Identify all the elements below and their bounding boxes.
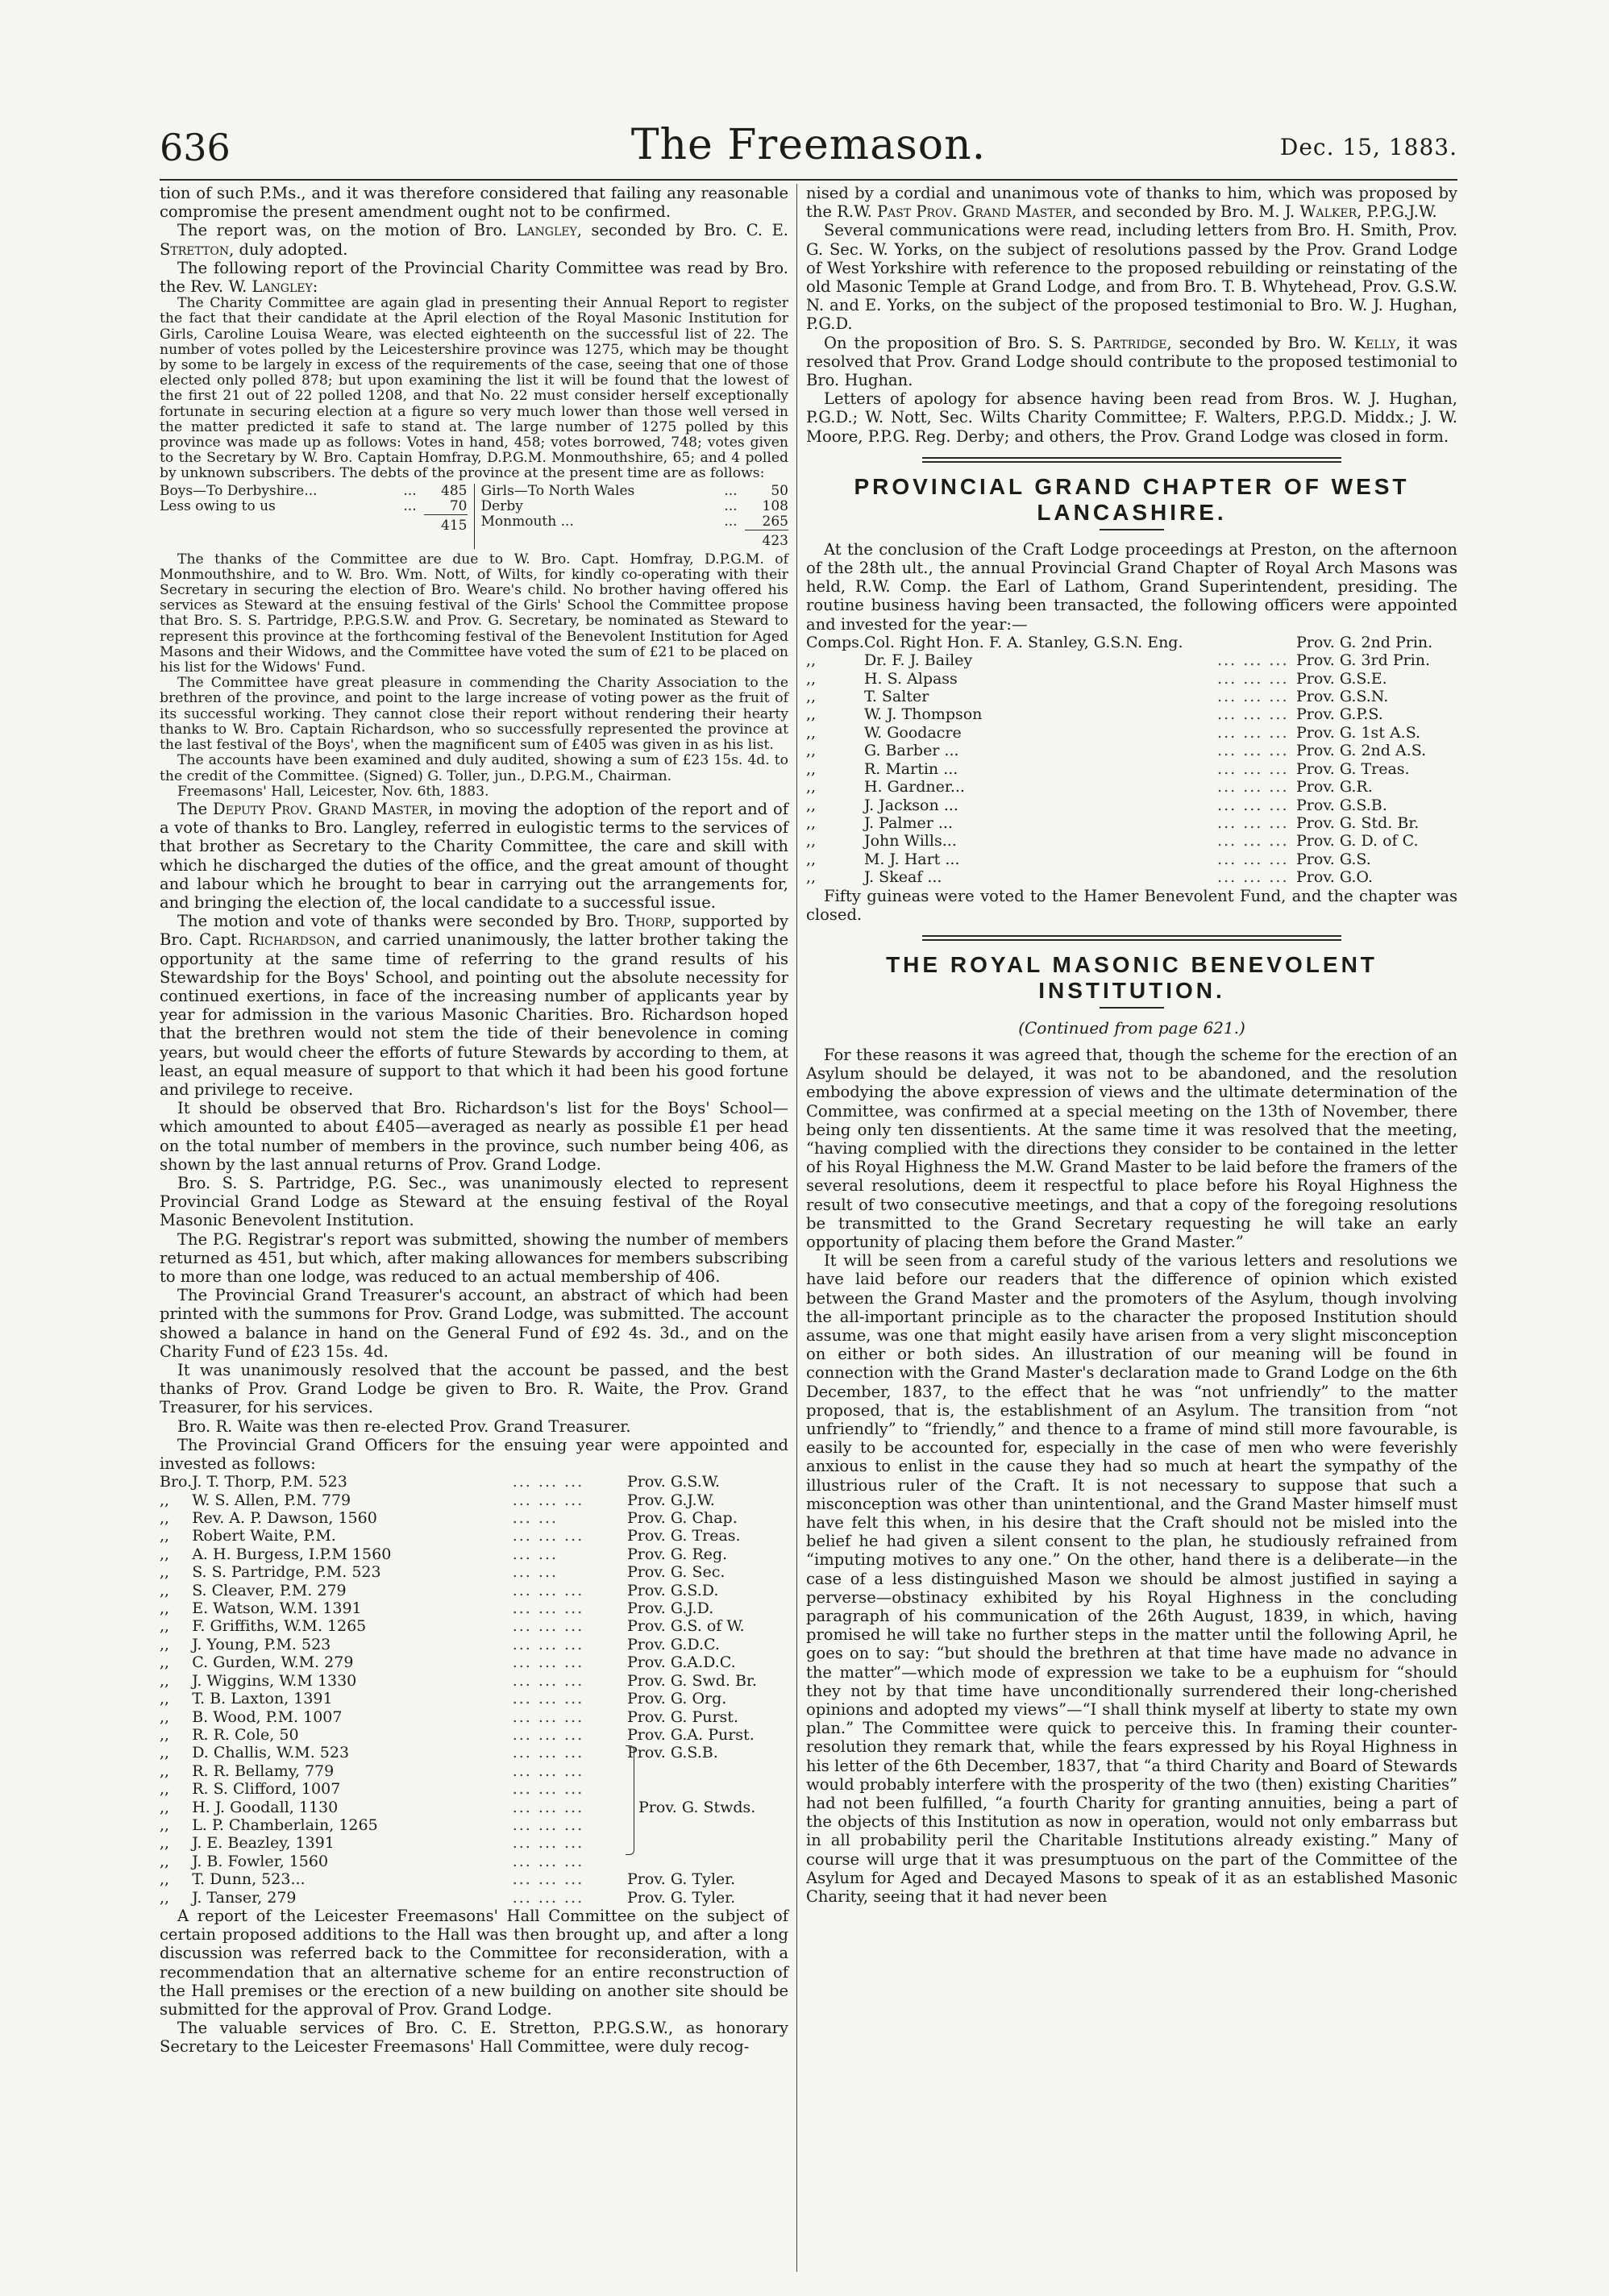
vote-value: 485 (441, 482, 468, 499)
officer-name: D. Challis, W.M. 523 (192, 1744, 350, 1762)
officer-prefix: ,, (806, 796, 817, 814)
officer-prefix: ,, (806, 850, 817, 868)
officer-name: J. Palmer ... (863, 813, 954, 832)
girls-debts (481, 484, 789, 549)
heading-rule (1100, 1007, 1164, 1009)
officer-office: Prov. G.S.N. (1296, 688, 1389, 706)
leader-dots: ... ... (512, 1545, 558, 1563)
officer-name: R. Martin ... (863, 759, 958, 778)
officer-row (160, 1653, 788, 1671)
vote-dots: ... (403, 482, 417, 499)
officer-prefix: ,, (806, 868, 817, 887)
officer-row (160, 1672, 788, 1690)
officer-prefix: ,, (160, 1491, 170, 1509)
officer-row (160, 1636, 788, 1653)
officer-office: Prov. G.J.D. (627, 1599, 714, 1618)
paragraph: Bro. S. S. Partridge, P.G. Sec., was unanimously elected to represent Provincial Grand Lodge as Steward at the ensuing festival of the Royal Masonic Benevolent Institution. (160, 1173, 788, 1230)
heading-rule (1100, 529, 1164, 530)
leader-dots: ... ... ... (512, 1653, 584, 1672)
boys-debts (160, 484, 468, 549)
officer-row (160, 1563, 788, 1581)
officer-office: Prov. G. Purst. (627, 1707, 738, 1726)
officer-name: Robert Waite, P.M. (192, 1527, 336, 1545)
officer-row (160, 1473, 788, 1491)
officer-prefix: ,, (160, 1834, 170, 1853)
officer-row (160, 1708, 788, 1726)
officer-office: Prov. G.S.D. (627, 1581, 719, 1599)
officer-prefix: ,, (160, 1707, 170, 1726)
officer-row (806, 670, 1457, 688)
paragraph: It should be observed that Bro. Richardson's list for the Boys' School—which amounted to about £405—averaged as nearly as possible £1 per head on the total number of members in the province, such number being 406, as shown by the last annual returns of Prov. Grand Lodge. (160, 1099, 788, 1174)
paragraph: The Deputy Prov. Grand Master, in moving the adoption of the report and of a vote of thanks to Bro. Langley, referred in eulogistic terms to the services of that brother as Secretary to the Charity Committee, the care and skill with which he discharged the duties of the office, and the great amount of thought and labour which he brought to bear in carrying out the arrangements for, and bringing the election of, the local candidate to a successful issue. (160, 799, 788, 912)
paragraph: For these reasons it was agreed that, though the scheme for the erection of an Asylum should be delayed, it was not to be abandoned, and the resolution embodying the above expression of views and the ultimate determination of the Committee, was confirmed at a special meeting on the 13th of November, there being only ten dissentients. At the same time it was resolved that the meeting, “having complied with the directions they consider to be contained in the letter of his Royal Highness the M.W. Grand Master to be laid before the framers of the several resolutions, deem it respectful to place before his Royal Highness the result of two consecutive meetings, and that a copy of the foregoing resolutions be transmitted to the Grand Secretary requesting he will take an early opportunity of placing them before the Grand Master.” (806, 1045, 1457, 1251)
left-column (160, 184, 788, 2057)
chapter-officers-list (806, 634, 1457, 887)
leader-dots: ... ... ... (1217, 669, 1289, 688)
officer-prefix: ,, (160, 1581, 170, 1599)
officer-prefix: ,, (806, 742, 817, 760)
officer-name: W. J. Thompson (863, 705, 983, 724)
leader-dots: ... ... ... (1217, 688, 1289, 706)
vote-row (481, 484, 789, 499)
officer-name: W. Goodacre (863, 723, 962, 742)
officer-prefix: Comps. (806, 633, 864, 651)
stewards-office: Prov. G. Stwds. (638, 1798, 756, 1816)
leader-dots: ... ... ... (512, 1725, 584, 1744)
leader-dots: ... ... ... (512, 1744, 584, 1762)
vote-label: Monmouth ... (480, 513, 574, 530)
officer-office: Prov. G.D.C. (627, 1635, 720, 1653)
vote-total-row (160, 514, 468, 534)
officer-prefix: ,, (806, 651, 817, 670)
officer-prefix: ,, (160, 1744, 170, 1762)
vote-total: 415 (424, 514, 468, 534)
report-paragraph: The thanks of the Committee are due to W. Bro. Capt. Homfray, D.P.G.M. of Monmouthshire, and to W. Bro. Wm. Nott, of Wilts, for kindly co-operating with their Secretary in securing the election of Bro. Weare's child. No brother having offered his services as Steward at the ensuing festival of the Girls' School the Committee propose that Bro. S. S. Partridge, P.P.G.S.W. and Prov. G. Secretary, be nominated as Steward to represent this province at the forthcoming festival of the Benevolent Institution for Aged Masons and their Widows, and the Committee have voted the sum of £21 to be placed on his list for the Widows' Fund. (160, 551, 788, 676)
officer-row (806, 778, 1457, 796)
leader-dots: ... ... ... (1217, 850, 1289, 868)
leader-dots: ... ... ... (512, 1617, 584, 1636)
officer-office: Prov. G. 3rd Prin. (1296, 651, 1431, 670)
officer-office: Prov. G.A.D.C. (627, 1653, 736, 1672)
vote-dots: ... (724, 482, 738, 499)
officer-office: Prov. G. Chap. (627, 1509, 738, 1528)
officer-name: Rev. A. P. Dawson, 1560 (192, 1509, 377, 1528)
officer-name: J. Skeaf ... (863, 868, 942, 887)
officer-prefix: ,, (160, 1870, 170, 1889)
leader-dots: ... ... ... (512, 1834, 584, 1853)
leader-dots: ... ... ... (512, 1888, 584, 1907)
officer-row (160, 1853, 788, 1870)
officer-office (627, 1853, 788, 1870)
officer-name: J. E. Beazley, 1391 (192, 1834, 335, 1853)
officer-office: Prov. G.S.B. (627, 1744, 718, 1762)
leader-dots: ... ... ... (512, 1527, 584, 1545)
section-heading: PROVINCIAL GRAND CHAPTER OF WEST LANCASHIRE. (854, 473, 1410, 525)
officer-office: Prov. G.R. (1296, 778, 1373, 797)
officer-name: R. S. Clifford, 1007 (192, 1780, 341, 1799)
officer-row (806, 832, 1457, 850)
masthead-rule (160, 179, 1457, 181)
officer-name: J. Wiggins, W.M 1330 (192, 1671, 357, 1690)
officer-row (806, 851, 1457, 868)
officer-office: Prov. G.O. (1296, 868, 1373, 887)
leader-dots: ... ... ... (512, 1870, 584, 1889)
vote-label: Derby (480, 497, 523, 514)
officer-row (160, 1527, 788, 1545)
vote-value: 50 (771, 482, 788, 499)
paragraph: Several communications were read, including letters from Bro. H. Smith, Prov. G. Sec. W. Yorks, on the subject of resolutions passed by the Prov. Grand Lodge of West Yorkshire with reference to the proposed rebuilding or reinstating of the old Masonic Temple at Grand Lodge, and from Bro. T. B. Whytehead, Prov. G.S.W. N. and E. Yorks, on the subject of the proposed testimonial to Bro. W. J. Hughan, P.G.D. (806, 221, 1457, 334)
officer-prefix: ,, (160, 1888, 170, 1907)
paragraph: The report was, on the motion of Bro. Langley, seconded by Bro. C. E. Stretton, duly adopted. (160, 221, 788, 259)
officer-row (160, 1491, 788, 1509)
officer-prefix: ,, (160, 1690, 170, 1708)
officer-prefix: ,, (160, 1762, 170, 1780)
vote-dots: ... (724, 513, 738, 530)
officer-office: Prov. G.S. (1296, 850, 1371, 868)
leader-dots: ... ... ... (1217, 796, 1289, 814)
officer-name: A. H. Burgess, I.P.M 1560 (192, 1545, 392, 1563)
vote-dots: ... (403, 497, 417, 514)
paragraph: At the conclusion of the Craft Lodge proceedings at Preston, on the afternoon of the 28th ult., the annual Provincial Grand Chapter of Royal Arch Masons was held, R.W. Comp. the Earl of Lathom, Grand Superintendent, presiding. The routine business having been transacted, the following officers were appointed and invested for the year:— (806, 539, 1457, 634)
officer-row (160, 1834, 788, 1852)
leader-dots: ... ... ... (512, 1581, 584, 1599)
officer-row (160, 1744, 788, 1762)
officer-row (160, 1545, 788, 1563)
officer-office: Prov. G.S.E. (1296, 669, 1387, 688)
officer-office (627, 1816, 788, 1834)
officer-office: Prov. G.S. of W. (627, 1617, 745, 1636)
officer-prefix: Bro. (160, 1473, 193, 1491)
officer-prefix: ,, (806, 669, 817, 688)
paragraph: The valuable services of Bro. C. E. Stretton, P.P.G.S.W., as honorary Secretary to the Leicester Freemasons' Hall Committee, were duly recog- (160, 2019, 788, 2057)
officer-office: Prov. G. Reg. (627, 1545, 728, 1563)
officer-row (806, 742, 1457, 759)
officer-office: Prov. G.S.B. (1296, 796, 1387, 814)
leader-dots (1217, 634, 1296, 651)
officer-name: S. S. Partridge, P.M. 523 (192, 1563, 381, 1582)
leader-dots: ... ... ... (1217, 759, 1289, 778)
officer-prefix: ,, (160, 1635, 170, 1653)
leader-dots: ... ... ... (1217, 868, 1289, 887)
leader-dots: ... ... ... (1217, 651, 1289, 670)
officer-prefix: ,, (806, 813, 817, 832)
officer-name: B. Wood, P.M. 1007 (192, 1707, 343, 1726)
officer-office: Prov. G. D. of C. (1296, 832, 1419, 851)
paragraph: A report of the Leicester Freemasons' Hall Committee on the subject of certain proposed additions to the Hall was then brought up, and after a long discussion was referred back to the Committee for reconsideration, with a recommendation that an alternative scheme for an entire reconstruction of the Hall premises or the erection of a new building on another site should be submitted for the approval of Prov. Grand Lodge. (160, 1906, 788, 2019)
officer-prefix: ,, (160, 1780, 170, 1799)
officer-prefix: ,, (806, 705, 817, 724)
provincial-officers-list (160, 1473, 788, 1907)
paragraph: The Provincial Grand Treasurer's account, an abstract of which had been printed with the summons for Prov. Grand Lodge, was submitted. The account showed a balance in hand on the General Fund of £92 4s. 3d., and on the Charity Fund of £23 15s. 4d. (160, 1286, 788, 1361)
vote-dots: ... (724, 497, 738, 514)
paragraph: nised by a cordial and unanimous vote of thanks to him, which was proposed by the R.W. Past Prov. Grand Master, and seconded by Bro. M. J. Walker, P.P.G.J.W. (806, 184, 1457, 222)
officer-row (806, 705, 1457, 723)
officer-office: Prov. G. 2nd Prin. (1296, 633, 1433, 651)
officer-office: Prov. G.A. Purst. (627, 1725, 755, 1744)
officer-prefix: ,, (160, 1545, 170, 1563)
officer-name: J. Tanser, 279 (192, 1888, 297, 1907)
vote-value: 70 (449, 497, 468, 514)
officer-row (160, 1726, 788, 1744)
paragraph: The motion and vote of thanks were seconded by Bro. Thorp, supported by Bro. Capt. Richardson, and carried unanimously, the latter brother taking the opportunity at the same time of referring to the grand results of his Stewardship for the Boys' School, and pointing out the absolute necessity for continued exertions, in face of the increasing number of applicants year by year for admission in the various Masonic Charities. Bro. Richardson hoped that the brethren would not stem the tide of their benevolence in coming years, but would cheer the efforts of future Stewards by according to them, at least, an equal measure of support to that which it had been his good fortune and privilege to receive. (160, 912, 789, 1099)
leader-dots: ... ... ... (512, 1762, 584, 1780)
newspaper-title: The Freemason. (630, 121, 987, 169)
officer-name: H. J. Goodall, 1130 (192, 1798, 339, 1816)
paragraph: Letters of apology for absence having been read from Bros. W. J. Hughan, P.G.D.; W. Nott, Sec. Wilts Charity Committee; F. Walters, P.P.G.D. Middx.; J. W. Moore, P.P.G. Reg. Derby; and others, the Prov. Grand Lodge was closed in form. (806, 389, 1457, 446)
column-divider (796, 184, 797, 2272)
officer-office: Prov. G. 1st A.S. (1296, 723, 1421, 742)
report-paragraph: The Committee have great pleasure in commending the Charity Association to the brethren of the province, and point to the large increase of voting power as the fruit of its successful working. They cannot close their report without rendering their hearty thanks to W. Bro. Captain Richardson, who so successfully represented the province at the last festival of the Boys', when the magnificent sum of £405 was given in as his list. (160, 675, 788, 754)
officer-prefix: ,, (160, 1617, 170, 1636)
officer-office (627, 1780, 788, 1798)
officer-office: Prov. G. Swd. Br. (627, 1671, 757, 1690)
officer-row (160, 1816, 788, 1834)
vote-total: 423 (745, 530, 788, 549)
table-divider (474, 484, 475, 549)
officer-prefix: ,, (806, 688, 817, 706)
leader-dots: ... ... (512, 1509, 558, 1528)
officer-name: G. Barber ... (863, 742, 959, 760)
paragraph: It will be seen from a careful study of the various letters and resolutions we have laid before our readers that the difference of opinion which existed between the Grand Master and the promoters of the Asylum, though involving the all-important principle as to the character the proposed Institution should assume, was one that might easily have arisen from a very slight misconception on either or both sides. An illustration of our meaning will be found in connection with the Grand Master's declaration made to Grand Lodge on the 6th December, 1837, to the effect that he was “not unfriendly” to the matter proposed, that is, the establishment of an Asylum. The transition from “not unfriendly” to “friendly,” and thence to a frame of mind still more favourable, is easily to be accounted for, especially in the case of men who were feverishly anxious to enlist in the cause they had so much at heart the sympathy of the illustrious ruler of the Craft. It is not necessary to suppose that such a misconception was other than unintentional, and the Grand Master himself must have felt this when, in his desire that the Craft should not be misled into the belief he had given a silent consent to the plan, he studiously refrained from “imputing motives to any one.” On the other, hand there is a deliberate—in the case of a less distinguished Mason we should be almost justified in saying a perverse—obstinacy exhibited by his Royal Highness in the concluding paragraph of his communication of the 26th August, 1839, in which, having promised he will take no further steps in the matter until the following April, he goes on to say: “but should the brethren at that time have made no advance in the matter”—which mode of expression we take to be a euphuism for “should they not by that time have unconditionally surrendered their long-cherished opinions and adopted my views”—“I shall think myself at liberty to state my own plan.” The Committee were quick to perceive this. In framing their counter-resolution they remark that, while the fears expressed by his Royal Highness in his letter of the 6th December, 1837, that “a third Charity and Board of Stewards would probably interfere with the prosperity of the two (then) existing Charities” had not been fulfilled, “a fourth Charity for granting annuities, being a part of the objects of this Institution as now in operation, would not only embarrass but in all probability peril the Charitable Institutions already existing.” Many of course will urge that it was presumptuous on the part of the Committee of the Asylum for Aged and Decayed Masons to speak of it as an established Masonic Charity, seeing that it had never been (806, 1251, 1457, 1907)
officer-prefix: ,, (160, 1653, 170, 1672)
officer-name: E. Watson, W.M. 1391 (192, 1599, 362, 1618)
officer-row (806, 814, 1457, 832)
officer-name: T. Dunn, 523... (192, 1870, 306, 1889)
vote-row (481, 514, 789, 530)
officer-office: Prov. G. Tyler. (627, 1888, 736, 1907)
officer-row (806, 760, 1457, 778)
officer-row (160, 1870, 788, 1888)
officer-name: J. Young, P.M. 523 (192, 1635, 331, 1653)
officer-name: C. Gurden, W.M. 279 (192, 1653, 354, 1672)
paragraph: The Provincial Grand Officers for the ensuing year were appointed and invested as follows: (160, 1435, 788, 1474)
officer-row (806, 688, 1457, 705)
officer-office (627, 1834, 788, 1852)
officer-name: F. Griffiths, W.M. 1265 (192, 1617, 367, 1636)
paragraph: tion of such P.Ms., and it was therefore considered that failing any reasonable compromise the present amendment ought not to be confirmed. (160, 184, 788, 222)
officer-office: Prov. G. Treas. (1296, 759, 1410, 778)
leader-dots: ... ... ... (512, 1780, 584, 1799)
officer-office (627, 1799, 788, 1816)
officer-row (806, 724, 1457, 742)
officer-name: W. S. Allen, P.M. 779 (192, 1491, 351, 1509)
officer-office: Prov. G. 2nd A.S. (1296, 742, 1427, 760)
paragraph: Bro. R. Waite was then re-elected Prov. Grand Treasurer. (177, 1416, 631, 1436)
officer-row (160, 1582, 788, 1599)
leader-dots: ... ... ... (1217, 832, 1289, 851)
officer-office: Prov. G. Treas. (627, 1527, 741, 1545)
officer-office: Prov. G. Sec. (627, 1563, 726, 1582)
leader-dots: ... ... ... (1217, 723, 1289, 742)
leader-dots: ... ... ... (512, 1707, 584, 1726)
leader-dots: ... ... ... (512, 1599, 584, 1618)
paragraph: The P.G. Registrar's report was submitted, showing the number of members returned as 451, but which, after making allowances for members subscribing to more than one lodge, was reduced to an actual membership of 406. (160, 1229, 788, 1286)
officer-prefix: ,, (160, 1527, 170, 1545)
officer-prefix: ,, (160, 1563, 170, 1582)
officer-prefix: ,, (160, 1671, 170, 1690)
officer-name: John Wills... (863, 832, 957, 851)
paragraph: On the proposition of Bro. S. S. Partridge, seconded by Bro. W. Kelly, it was resolved that Prov. Grand Lodge should contribute to the proposed testimonial to Bro. Hughan. (806, 333, 1458, 390)
officer-name: T. Salter (863, 688, 929, 706)
issue-date: Dec. 15, 1883. (1279, 134, 1457, 160)
leader-dots: ... ... ... (512, 1690, 584, 1708)
vote-label: Less owing to us (160, 497, 276, 514)
officer-name: J. Jackson ... (863, 796, 958, 814)
leader-dots: ... ... ... (512, 1852, 584, 1870)
report-paragraph: The accounts have been examined and duly audited, showing a sum of £23 15s. 4d. to the credit of the Committee. (Signed) G. Toller, jun., D.P.G.M., Chairman. (160, 752, 788, 784)
officer-prefix: ,, (806, 723, 817, 742)
officer-row (160, 1509, 788, 1527)
vote-row (160, 484, 468, 499)
page-number: 636 (160, 126, 231, 169)
officer-office: Prov. G.P.S. (1296, 705, 1383, 724)
vote-value: 265 (762, 513, 788, 530)
officer-row (806, 868, 1457, 886)
vote-value: 108 (762, 497, 788, 514)
officer-name: Col. Right Hon. F. A. Stanley, G.S.N. Eng. (863, 633, 1183, 651)
paragraph: The following report of the Provincial Charity Committee was read by Bro. the Rev. W. Langley: (160, 258, 788, 297)
officer-office: Prov. G. Std. Br. (1296, 813, 1420, 832)
section-heading: THE ROYAL MASONIC BENEVOLENT INSTITUTION. (886, 951, 1378, 1003)
leader-dots: ... ... ... (1217, 705, 1289, 724)
officer-name: J. B. Fowler, 1560 (192, 1852, 329, 1870)
officer-prefix: ,, (160, 1509, 170, 1528)
officer-name: S. Cleaver, P.M. 279 (192, 1581, 347, 1599)
officer-row (160, 1599, 788, 1617)
officer-prefix: ,, (806, 832, 817, 851)
officer-row (160, 1617, 788, 1635)
officer-prefix: ,, (160, 1852, 170, 1870)
officer-prefix: ,, (160, 1599, 170, 1618)
officer-office: Prov. G.J.W. (627, 1491, 715, 1509)
officer-office (627, 1762, 788, 1780)
officer-row (160, 1690, 788, 1707)
officer-row (160, 1780, 788, 1798)
officer-name: M. J. Hart ... (863, 850, 960, 868)
officer-prefix: ,, (160, 1816, 170, 1834)
leader-dots: ... ... ... (1217, 813, 1289, 832)
officer-name: H. Gardner... (863, 778, 965, 797)
section-rule (922, 457, 1341, 463)
officer-prefix: ,, (160, 1725, 170, 1744)
section-rule (922, 935, 1341, 941)
paragraph: It was unanimously resolved that the account be passed, and the best thanks of Prov. Grand Lodge be given to Bro. R. Waite, the Prov. Grand Treasurer, for his services. (160, 1361, 788, 1417)
vote-row (160, 499, 468, 515)
leader-dots: ... ... ... (512, 1798, 584, 1816)
masthead (160, 121, 1457, 177)
leader-dots: ... ... ... (1217, 742, 1289, 760)
vote-total-row (481, 530, 789, 549)
leader-dots: ... ... ... (512, 1491, 584, 1509)
officer-row (806, 634, 1457, 651)
officer-name: J. T. Thorp, P.M. 523 (192, 1473, 347, 1491)
officer-prefix: ,, (806, 759, 817, 778)
paragraph: Fifty guineas were voted to the Hamer Benevolent Fund, and the chapter was closed. (806, 886, 1457, 924)
officer-name: R. R. Bellamy, 779 (192, 1762, 335, 1780)
officer-row (160, 1799, 788, 1816)
leader-dots: ... ... ... (512, 1635, 584, 1653)
officer-name: L. P. Chamberlain, 1265 (192, 1816, 378, 1834)
officer-prefix: ,, (160, 1798, 170, 1816)
officer-office: Prov. G. Tyler. (627, 1870, 736, 1889)
leader-dots: ... ... ... (1217, 778, 1289, 797)
officer-name: T. B. Laxton, 1391 (192, 1690, 333, 1708)
officer-name: Dr. F. J. Bailey (863, 651, 973, 670)
officer-row (806, 797, 1457, 814)
continued-note: (Continued from page 621.) (1018, 1017, 1245, 1038)
officer-row (160, 1889, 788, 1907)
leader-dots: ... ... (512, 1563, 558, 1582)
officer-prefix: ,, (806, 778, 817, 797)
leader-dots: ... ... ... (512, 1671, 584, 1690)
leader-dots: ... ... ... (512, 1816, 584, 1834)
officer-row (806, 651, 1457, 669)
vote-label: Girls—To North Wales (480, 482, 635, 499)
votes-debts-table (160, 484, 788, 549)
officer-office: Prov. G. Org. (627, 1690, 727, 1708)
leader-dots: ... ... ... (512, 1473, 584, 1491)
right-column (806, 184, 1457, 1906)
officer-office: Prov. G.S.W. (627, 1473, 721, 1491)
report-paragraph: The Charity Committee are again glad in presenting their Annual Report to register the fact that their candidate at the April election of the Royal Masonic Institution for Girls, Caroline Louisa Weare, was elected eighteenth on the successful list of 22. The number of votes polled by the Leicestershire province was 1275, which may be thought by some to be largely in excess of the requirements of the case, seeing that one of those elected only polled 878; but upon examining the list it will be found that the lowest of the first 21 out of 22 polled 1208, and that No. 22 must consider herself exceptionally fortunate in securing election at a figure so very much lower than those well versed in the matter predicted it safe to stand at. The large number of 1275 polled by this province was made up as follows: Votes in hand, 458; votes borrowed, 748; votes given to the Secretary by W. Bro. Captain Homfray, D.P.G.M. Monmouthshire, 65; and 4 polled by unknown subscribers. The debts of the province at the present time are as follows: (160, 295, 788, 482)
vote-label: Boys—To Derbyshire... (160, 482, 318, 499)
officer-row (160, 1762, 788, 1780)
report-dateline: Freemasons' Hall, Leicester, Nov. 6th, 1883. (177, 783, 489, 800)
vote-row (481, 499, 789, 514)
officer-name: H. S. Alpass (863, 669, 958, 688)
officer-name: R. R. Cole, 50 (192, 1725, 299, 1744)
